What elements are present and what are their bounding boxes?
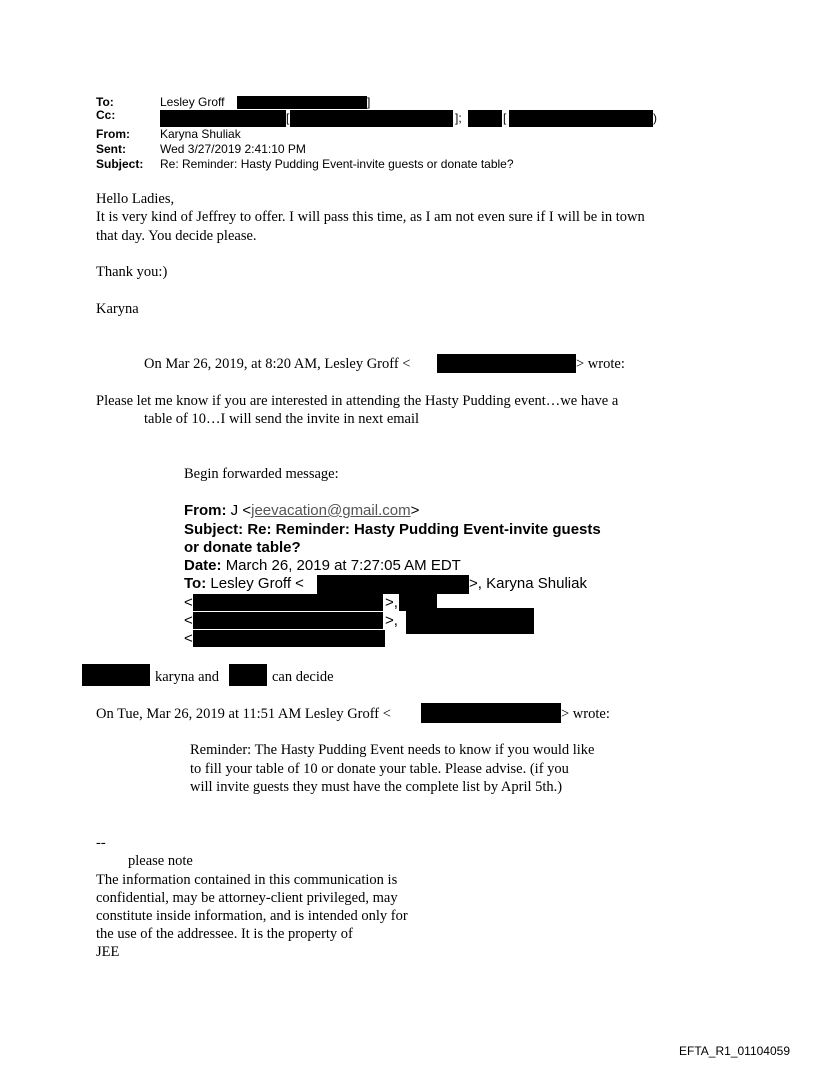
greeting: Hello Ladies, xyxy=(96,191,175,207)
forward-from-name: J < xyxy=(230,502,252,519)
redaction-box xyxy=(437,354,576,373)
redaction-box xyxy=(406,608,534,634)
addr-open: < xyxy=(184,630,193,647)
to-value: Lesley Groff xyxy=(160,95,225,109)
subject-value: Re: Reminder: Hasty Pudding Event-invite guests or donate table? xyxy=(160,157,514,171)
cc-separator: ]; xyxy=(455,111,462,125)
quote-line: table of 10…I will send the invite in next email xyxy=(144,411,420,427)
body-line: It is very kind of Jeffrey to offer. I will pass this time, as I am not even sure if I will be in town xyxy=(96,209,645,225)
please-note: please note xyxy=(128,853,193,869)
sent-value: Wed 3/27/2019 2:41:10 PM xyxy=(160,142,306,156)
quote-line: Reminder: The Hasty Pudding Event needs to know if you would like xyxy=(190,742,595,758)
forward-heading: Begin forwarded message: xyxy=(184,466,339,482)
forward-date-line xyxy=(184,557,461,574)
to-label: To: xyxy=(96,95,114,109)
addr-close: >, xyxy=(385,594,398,611)
redaction-box xyxy=(229,664,267,686)
forward-subject-line: or donate table? xyxy=(184,539,301,556)
forward-to-label: To: xyxy=(184,575,207,592)
forward-from-line xyxy=(184,502,419,519)
forward-date-value: March 26, 2019 at 7:27:05 AM EDT xyxy=(225,557,461,574)
disclaimer-line: JEE xyxy=(96,944,120,960)
disclaimer-line: confidential, may be attorney-client privileged, may xyxy=(96,890,398,906)
redaction-box xyxy=(468,110,502,127)
document-id: EFTA_R1_01104059 xyxy=(679,1044,790,1058)
forward-to-line xyxy=(184,575,304,592)
body-line: that day. You decide please. xyxy=(96,228,257,244)
forward-to-a: Lesley Groff < xyxy=(210,575,304,592)
signature: Karyna xyxy=(96,301,139,317)
cc-bracket: [ xyxy=(503,111,507,125)
signature-dashes: -- xyxy=(96,835,106,851)
redaction-box xyxy=(193,594,383,611)
cc-label: Cc: xyxy=(96,108,116,122)
to-tail: ] xyxy=(367,95,371,109)
quote-intro-tail: > wrote: xyxy=(576,356,625,372)
redaction-box xyxy=(82,664,150,686)
sent-label: Sent: xyxy=(96,142,126,156)
disclaimer-line: constitute inside information, and is intended only for xyxy=(96,908,408,924)
redaction-box xyxy=(160,110,286,127)
quote-intro-tail: > wrote: xyxy=(561,706,610,722)
from-label: From: xyxy=(96,127,130,141)
addr-open: < xyxy=(184,612,193,629)
addr-close: >, xyxy=(385,612,398,629)
thanks-line: Thank you:) xyxy=(96,264,168,280)
forward-from-close: > xyxy=(410,502,420,519)
addr-open: < xyxy=(184,594,193,611)
reply-text: can decide xyxy=(272,669,334,685)
quote-line: Please let me know if you are interested in attending the Hasty Pudding event…we have a xyxy=(96,393,619,409)
redaction-box xyxy=(237,96,367,109)
subject-label: Subject: xyxy=(96,157,144,171)
forward-date-label: Date: xyxy=(184,557,222,574)
redaction-box xyxy=(317,575,469,594)
quote-intro: On Tue, Mar 26, 2019 at 11:51 AM Lesley Groff < xyxy=(96,706,391,722)
disclaimer-line: The information contained in this communication is xyxy=(96,872,398,888)
from-value: Karyna Shuliak xyxy=(160,127,241,141)
redaction-box xyxy=(509,110,653,127)
disclaimer-line: the use of the addressee. It is the property of xyxy=(96,926,353,942)
cc-bracket: [ xyxy=(286,111,290,125)
redaction-box xyxy=(421,703,561,723)
cc-tail: ) xyxy=(653,111,657,125)
forward-subject-line: Subject: Re: Reminder: Hasty Pudding Event-invite guests xyxy=(184,521,601,538)
quote-line: will invite guests they must have the complete list by April 5th.) xyxy=(190,779,563,795)
forward-from-label: From: xyxy=(184,502,227,519)
reply-text: karyna and xyxy=(155,669,220,685)
email-link[interactable]: jeevacation@gmail.com xyxy=(251,502,411,519)
redaction-box xyxy=(290,110,453,127)
forward-to-b: >, Karyna Shuliak xyxy=(469,575,587,592)
redaction-box xyxy=(193,630,385,647)
quote-intro: On Mar 26, 2019, at 8:20 AM, Lesley Groff < xyxy=(144,356,411,372)
redaction-box xyxy=(193,612,383,629)
quote-line: to fill your table of 10 or donate your table. Please advise. (if you xyxy=(190,761,569,777)
